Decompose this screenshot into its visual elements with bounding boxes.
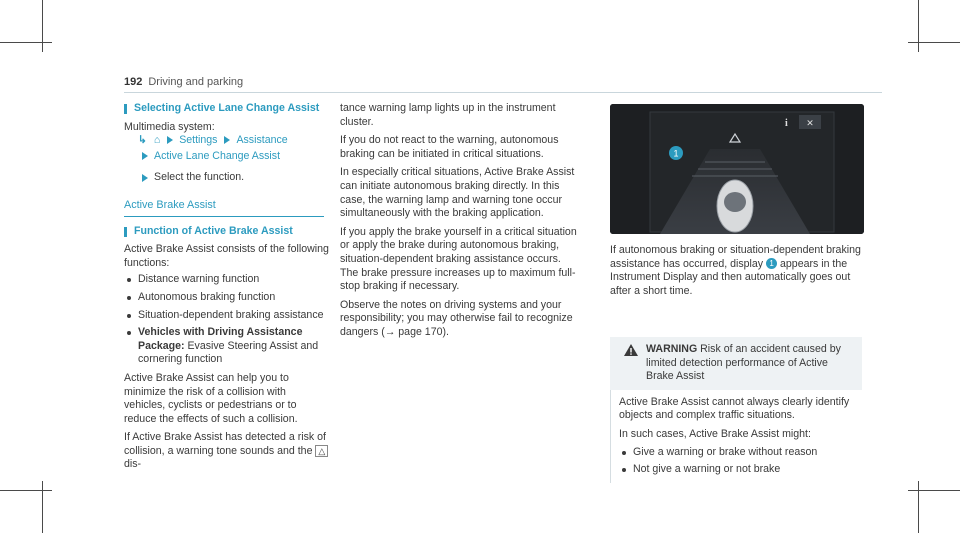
path-settings: Settings bbox=[179, 134, 218, 147]
paragraph: If you do not react to the warning, autonomous braking can be initiated in critical situations. bbox=[340, 134, 559, 160]
warning-title: Risk of an accident caused by limited detection performance of Active Brake Assist bbox=[646, 343, 841, 383]
header-rule bbox=[124, 92, 882, 93]
intro-text: Active Brake Assist consists of the following functions: bbox=[124, 243, 329, 269]
crop-mark bbox=[42, 481, 43, 533]
column-2 bbox=[340, 102, 578, 345]
crop-mark bbox=[0, 490, 52, 491]
list-item: Not give a warning or not brake bbox=[619, 463, 854, 477]
chevron-right-icon bbox=[142, 152, 148, 160]
warning-triangle-icon bbox=[624, 344, 638, 356]
paragraph: If Active Brake Assist has detected a risk of collision, a warning tone sounds and the △ dis- bbox=[124, 431, 329, 472]
list-item: Distance warning function bbox=[124, 273, 329, 287]
page-header bbox=[124, 76, 243, 88]
action-arrow-icon bbox=[142, 174, 148, 182]
step-arrow-icon: ↳ bbox=[138, 134, 147, 147]
menu-path bbox=[124, 134, 329, 148]
section-name: Driving and parking bbox=[148, 76, 244, 88]
caption bbox=[610, 244, 865, 303]
paragraph: tance warning lamp lights up in the instrument cluster. bbox=[340, 102, 556, 128]
menu-path-2 bbox=[124, 150, 329, 164]
display-graphic bbox=[610, 104, 864, 234]
paragraph: If you apply the brake yourself in a critical situation or apply the brake during autonomous braking, situation-dependent braking assistance occurs. The brake pressure increases up to maximum full-stop braking if necessary. bbox=[340, 225, 577, 293]
info-icon: i bbox=[785, 118, 788, 129]
section-title: Active Brake Assist bbox=[124, 199, 324, 217]
paragraph: In such cases, Active Brake Assist might: bbox=[619, 427, 811, 440]
function-list bbox=[124, 273, 329, 367]
crop-mark bbox=[918, 0, 919, 52]
page-number: 192 bbox=[124, 76, 143, 88]
column-1 bbox=[124, 102, 329, 477]
caption-text: If autonomous braking or situation-dependent braking assistance has occurred, display 1 appears in the Instrument Display and then automatically goes out after a short time. bbox=[610, 244, 861, 297]
chevron-right-icon bbox=[224, 136, 230, 144]
home-icon: ⌂ bbox=[153, 134, 161, 147]
crop-mark bbox=[908, 490, 960, 491]
paragraph: Active Brake Assist cannot always clearly identify objects and complex traffic situations. bbox=[619, 395, 850, 422]
warning-body bbox=[610, 390, 862, 483]
warning-header bbox=[610, 337, 862, 390]
crop-mark bbox=[0, 42, 52, 43]
path-assistance: Assistance bbox=[236, 134, 288, 147]
crop-mark bbox=[908, 42, 960, 43]
subheading-function: Function of Active Brake Assist bbox=[124, 225, 329, 239]
list-item: Autonomous braking function bbox=[124, 291, 329, 305]
instruction-step: Select the function. bbox=[124, 171, 329, 185]
paragraph: In especially critical situations, Active Brake Assist can initiate autonomous braking directly. In this case, the warning lamp and warning tone occur simultaneously with the braking application. bbox=[340, 166, 575, 220]
instrument-display-illustration bbox=[610, 104, 864, 234]
distance-warning-lamp-icon: △ bbox=[315, 445, 328, 457]
list-item: Situation-dependent braking assistance bbox=[124, 309, 329, 323]
warning-box bbox=[610, 337, 862, 483]
callout-number: 1 bbox=[673, 148, 679, 159]
path-intro: Multimedia system: bbox=[124, 120, 215, 133]
list-item: Give a warning or brake without reason bbox=[619, 446, 854, 460]
callout-badge: 1 bbox=[766, 258, 777, 269]
subheading-selecting: Selecting Active Lane Change Assist bbox=[124, 102, 329, 116]
list-item: Vehicles with Driving Assistance Package: Evasive Steering Assist and cornering function bbox=[124, 326, 329, 367]
warning-label: WARNING bbox=[646, 343, 698, 355]
chevron-right-icon bbox=[167, 136, 173, 144]
paragraph: Active Brake Assist can help you to minimize the risk of a collision with vehicles, cyclists or pedestrians or to reduce the effects of such a collision. bbox=[124, 371, 298, 425]
crop-mark bbox=[42, 0, 43, 52]
crop-mark bbox=[918, 481, 919, 533]
paragraph: Observe the notes on driving systems and your responsibility; you may otherwise fail to recognize dangers (→ page 170). bbox=[340, 298, 573, 338]
path-active-lane: Active Lane Change Assist bbox=[154, 149, 281, 162]
warning-list bbox=[619, 446, 854, 477]
close-glyph: ✕ bbox=[806, 119, 814, 129]
